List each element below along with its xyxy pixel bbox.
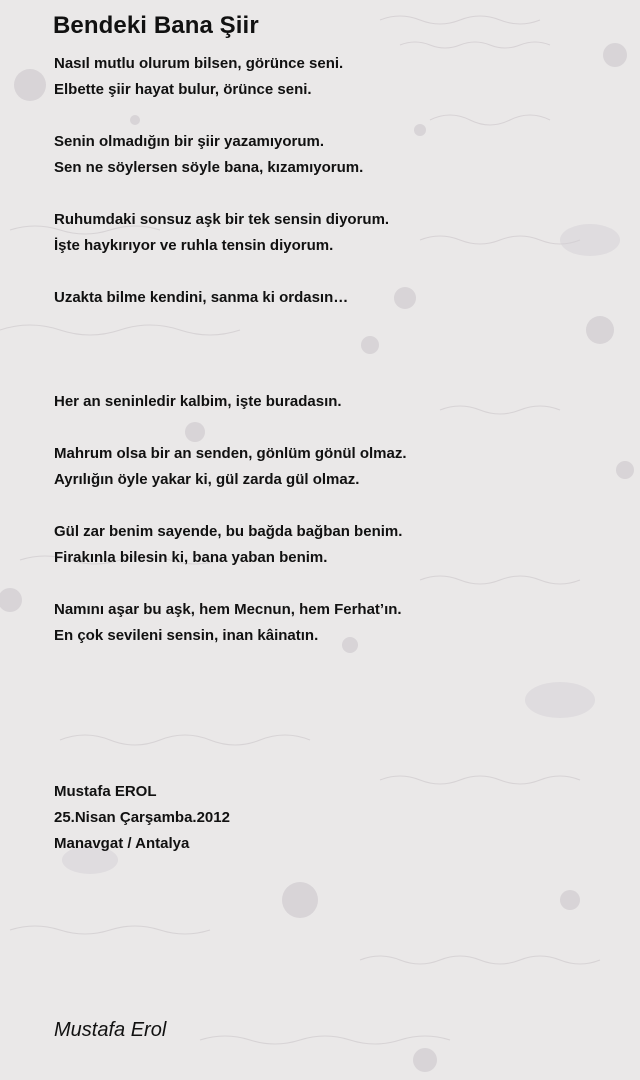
poem-line: Firakınla bilesin ki, bana yaban benim. (54, 549, 328, 566)
poem-line: Gül zar benim sayende, bu bağda bağban benim. (54, 523, 403, 540)
poet-signature: Mustafa Erol (54, 1019, 167, 1041)
poem-title: Bendeki Bana Şiir (53, 12, 259, 39)
poem-line: Nasıl mutlu olurum bilsen, görünce seni. (54, 55, 344, 72)
poem-location: Manavgat / Antalya (54, 835, 190, 852)
stanza (54, 392, 614, 418)
poem-line: Elbette şiir hayat bulur, örünce seni. (54, 81, 312, 98)
poem-line: Senin olmadığın bir şiir yazamıyorum. (54, 133, 325, 150)
poem-line: Namını aşar bu aşk, hem Mecnun, hem Ferhat’ın. (54, 601, 402, 618)
stanza (54, 210, 614, 262)
poem-line: Ruhumdaki sonsuz aşk bir tek sensin diyorum. (54, 211, 390, 228)
poem-line: Uzakta bilme kendini, sanma ki ordasın… (54, 289, 349, 306)
stanza (54, 54, 614, 106)
stanza (54, 444, 614, 496)
poem-line: Sen ne söylersen söyle bana, kızamıyorum. (54, 159, 364, 176)
poem-body (54, 54, 614, 860)
author-name: Mustafa EROL (54, 783, 157, 800)
poem-line: İşte haykırıyor ve ruhla tensin diyorum. (54, 237, 334, 254)
poem-line: Ayrılığın öyle yakar ki, gül zarda gül olmaz. (54, 471, 360, 488)
stanza (54, 600, 614, 652)
stanza (54, 522, 614, 574)
poem-line: En çok sevileni sensin, inan kâinatın. (54, 627, 319, 644)
poem-line: Mahrum olsa bir an senden, gönlüm gönül olmaz. (54, 445, 407, 462)
poem-date: 25.Nisan Çarşamba.2012 (54, 809, 230, 826)
author-block (54, 782, 614, 860)
stanza (54, 288, 614, 314)
stanza (54, 132, 614, 184)
poem-line: Her an seninledir kalbim, işte buradasın. (54, 393, 342, 410)
